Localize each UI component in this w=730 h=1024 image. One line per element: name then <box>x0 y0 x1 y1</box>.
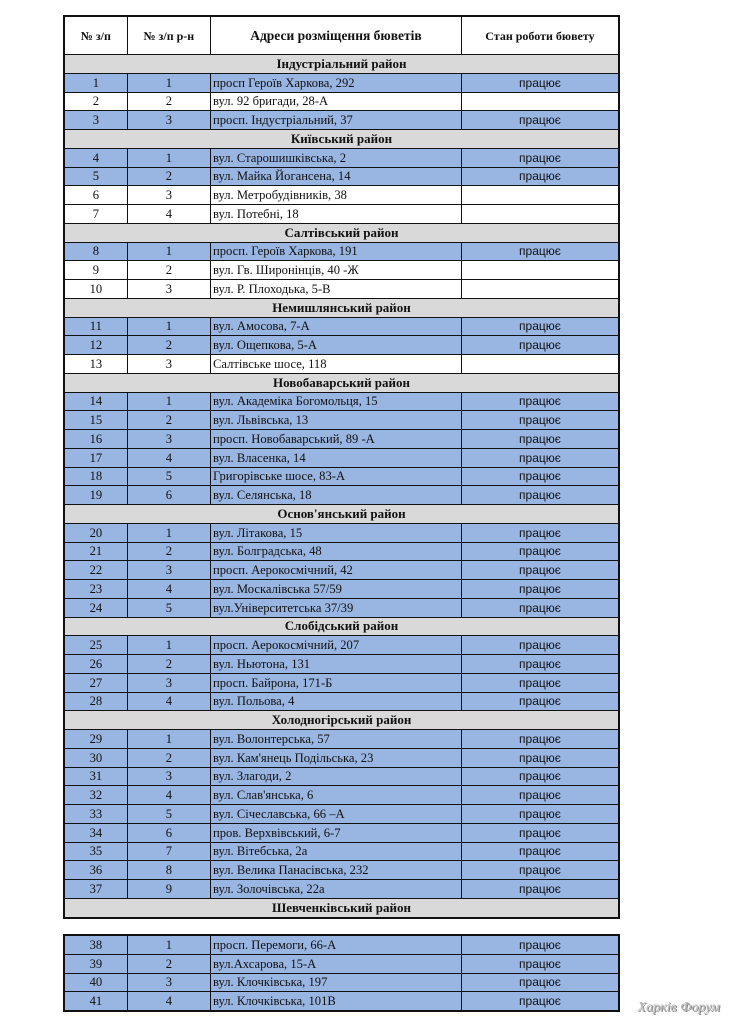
row-address: вул. Золочівська, 22а <box>211 880 462 899</box>
row-district-number: 2 <box>127 336 210 355</box>
row-number: 5 <box>64 167 127 186</box>
row-number: 16 <box>64 430 127 449</box>
row-district-number: 3 <box>127 767 210 786</box>
row-district-number: 1 <box>127 730 210 749</box>
district-header-row <box>64 130 619 149</box>
row-district-number: 1 <box>127 242 210 261</box>
row-number: 22 <box>64 561 127 580</box>
table-body <box>64 55 619 918</box>
row-district-number: 4 <box>127 992 210 1011</box>
table-row <box>64 805 619 824</box>
district-header-row <box>64 505 619 524</box>
table-row <box>64 467 619 486</box>
header-district-number: № з/п р-н <box>127 16 210 55</box>
row-district-number: 4 <box>127 205 210 224</box>
table-row <box>64 542 619 561</box>
table-row <box>64 842 619 861</box>
row-status: працює <box>461 973 619 992</box>
district-name: Шевченківський район <box>64 898 619 917</box>
row-number: 33 <box>64 805 127 824</box>
row-status: працює <box>461 148 619 167</box>
row-status: працює <box>461 935 619 954</box>
table-row <box>64 823 619 842</box>
row-address: просп. Індустріальний, 37 <box>211 111 462 130</box>
row-status: працює <box>461 542 619 561</box>
fountains-table <box>63 15 620 919</box>
row-address: вул.Університетська 37/39 <box>211 598 462 617</box>
row-district-number: 3 <box>127 430 210 449</box>
row-district-number: 5 <box>127 467 210 486</box>
row-number: 25 <box>64 636 127 655</box>
row-status: працює <box>461 598 619 617</box>
table-row <box>64 242 619 261</box>
district-name: Салтівський район <box>64 223 619 242</box>
table-row <box>64 355 619 374</box>
row-address: вул. Власенка, 14 <box>211 448 462 467</box>
row-status: працює <box>461 336 619 355</box>
row-status: працює <box>461 411 619 430</box>
row-number: 14 <box>64 392 127 411</box>
row-district-number: 2 <box>127 261 210 280</box>
row-status: працює <box>461 561 619 580</box>
row-number: 35 <box>64 842 127 861</box>
row-status: працює <box>461 430 619 449</box>
table-row <box>64 186 619 205</box>
row-number: 21 <box>64 542 127 561</box>
district-header-row <box>64 898 619 917</box>
row-address: просп. Перемоги, 66-А <box>211 935 462 954</box>
watermark: Харків Форум <box>637 1000 720 1015</box>
table-row <box>64 598 619 617</box>
row-status: працює <box>461 523 619 542</box>
table-row <box>64 767 619 786</box>
table-header-row <box>64 16 619 55</box>
row-status: працює <box>461 580 619 599</box>
row-district-number: 1 <box>127 73 210 92</box>
row-district-number: 1 <box>127 636 210 655</box>
row-number: 38 <box>64 935 127 954</box>
row-status: працює <box>461 786 619 805</box>
header-address: Адреси розміщення бюветів <box>211 16 462 55</box>
row-address: вул. Старошишківська, 2 <box>211 148 462 167</box>
table-row <box>64 748 619 767</box>
row-number: 2 <box>64 92 127 111</box>
table-row <box>64 92 619 111</box>
row-address: вул. Амосова, 7-А <box>211 317 462 336</box>
row-address: вул. Велика Панасівська, 232 <box>211 861 462 880</box>
row-address: вул. Вітебська, 2а <box>211 842 462 861</box>
table-row <box>64 205 619 224</box>
row-number: 10 <box>64 280 127 299</box>
row-status <box>461 186 619 205</box>
row-address: вул. Метробудівників, 38 <box>211 186 462 205</box>
table-row <box>64 411 619 430</box>
row-address: Григорівське шосе, 83-А <box>211 467 462 486</box>
row-address: вул. Кам'янець Подільська, 23 <box>211 748 462 767</box>
row-address: просп. Новобаварський, 89 -А <box>211 430 462 449</box>
row-number: 41 <box>64 992 127 1011</box>
row-district-number: 2 <box>127 748 210 767</box>
row-address: вул. Болградська, 48 <box>211 542 462 561</box>
row-address: вул. Майка Йогансена, 14 <box>211 167 462 186</box>
row-district-number: 3 <box>127 280 210 299</box>
row-status: працює <box>461 823 619 842</box>
fountains-table-continuation <box>63 934 620 1012</box>
row-number: 34 <box>64 823 127 842</box>
row-number: 20 <box>64 523 127 542</box>
row-status: працює <box>461 842 619 861</box>
row-status: працює <box>461 73 619 92</box>
row-number: 11 <box>64 317 127 336</box>
table-row <box>64 673 619 692</box>
table-row <box>64 111 619 130</box>
row-address: вул. Літакова, 15 <box>211 523 462 542</box>
district-name: Індустріальний район <box>64 55 619 74</box>
table-row <box>64 167 619 186</box>
district-header-row <box>64 373 619 392</box>
row-address: вул. 92 бригади, 28-А <box>211 92 462 111</box>
table-row <box>64 280 619 299</box>
table-row <box>64 935 619 954</box>
district-name: Київський район <box>64 130 619 149</box>
table-row <box>64 692 619 711</box>
row-status: працює <box>461 954 619 973</box>
district-name: Немишлянський район <box>64 298 619 317</box>
table-row <box>64 486 619 505</box>
table-row <box>64 580 619 599</box>
row-address: вул. Волонтерська, 57 <box>211 730 462 749</box>
row-district-number: 7 <box>127 842 210 861</box>
row-address: вул. Потебні, 18 <box>211 205 462 224</box>
row-district-number: 6 <box>127 486 210 505</box>
row-address: просп. Байрона, 171-Б <box>211 673 462 692</box>
table-row <box>64 861 619 880</box>
row-status: працює <box>461 317 619 336</box>
row-address: Салтівське шосе, 118 <box>211 355 462 374</box>
row-district-number: 1 <box>127 523 210 542</box>
table-row <box>64 392 619 411</box>
row-status <box>461 280 619 299</box>
table-row <box>64 261 619 280</box>
table-row <box>64 954 619 973</box>
row-number: 4 <box>64 148 127 167</box>
row-district-number: 5 <box>127 598 210 617</box>
row-number: 6 <box>64 186 127 205</box>
row-district-number: 4 <box>127 786 210 805</box>
row-address: просп. Аерокосмічний, 207 <box>211 636 462 655</box>
row-number: 40 <box>64 973 127 992</box>
row-district-number: 3 <box>127 673 210 692</box>
district-header-row <box>64 223 619 242</box>
row-number: 18 <box>64 467 127 486</box>
row-status <box>461 261 619 280</box>
row-district-number: 3 <box>127 561 210 580</box>
row-district-number: 2 <box>127 92 210 111</box>
district-name: Слобідський район <box>64 617 619 636</box>
row-address: вул.Ахсарова, 15-А <box>211 954 462 973</box>
row-status <box>461 355 619 374</box>
district-name: Основ'янський район <box>64 505 619 524</box>
row-district-number: 1 <box>127 148 210 167</box>
row-number: 17 <box>64 448 127 467</box>
header-number: № з/п <box>64 16 127 55</box>
row-address: вул. Злагоди, 2 <box>211 767 462 786</box>
row-address: вул. Академіка Богомольця, 15 <box>211 392 462 411</box>
row-number: 23 <box>64 580 127 599</box>
row-number: 32 <box>64 786 127 805</box>
row-number: 29 <box>64 730 127 749</box>
row-number: 15 <box>64 411 127 430</box>
table-row <box>64 655 619 674</box>
row-district-number: 1 <box>127 392 210 411</box>
district-name: Холодногірський район <box>64 711 619 730</box>
row-address: вул. Слав'янська, 6 <box>211 786 462 805</box>
table-row <box>64 523 619 542</box>
row-district-number: 1 <box>127 935 210 954</box>
row-district-number: 2 <box>127 655 210 674</box>
district-header-row <box>64 55 619 74</box>
table-row <box>64 448 619 467</box>
row-status: працює <box>461 748 619 767</box>
table-row <box>64 148 619 167</box>
district-header-row <box>64 711 619 730</box>
row-address: вул. Польова, 4 <box>211 692 462 711</box>
row-status: працює <box>461 486 619 505</box>
table-row <box>64 636 619 655</box>
row-status: працює <box>461 880 619 899</box>
row-number: 28 <box>64 692 127 711</box>
row-district-number: 3 <box>127 355 210 374</box>
row-address: вул. Москалівська 57/59 <box>211 580 462 599</box>
row-number: 7 <box>64 205 127 224</box>
row-district-number: 3 <box>127 186 210 205</box>
row-status <box>461 205 619 224</box>
row-district-number: 2 <box>127 167 210 186</box>
row-status: працює <box>461 673 619 692</box>
row-district-number: 6 <box>127 823 210 842</box>
row-district-number: 4 <box>127 580 210 599</box>
table-row <box>64 561 619 580</box>
row-number: 26 <box>64 655 127 674</box>
row-status: працює <box>461 242 619 261</box>
district-name: Новобаварський район <box>64 373 619 392</box>
row-number: 39 <box>64 954 127 973</box>
row-number: 24 <box>64 598 127 617</box>
row-status: працює <box>461 992 619 1011</box>
row-number: 13 <box>64 355 127 374</box>
row-district-number: 3 <box>127 111 210 130</box>
row-status <box>461 92 619 111</box>
row-district-number: 2 <box>127 411 210 430</box>
table-row <box>64 992 619 1011</box>
row-address: вул. Січеславська, 66 –А <box>211 805 462 824</box>
row-district-number: 1 <box>127 317 210 336</box>
row-status: працює <box>461 636 619 655</box>
table-row <box>64 880 619 899</box>
row-district-number: 2 <box>127 542 210 561</box>
row-address: вул. Р. Плоходька, 5-В <box>211 280 462 299</box>
row-number: 8 <box>64 242 127 261</box>
row-address: вул. Селянська, 18 <box>211 486 462 505</box>
row-district-number: 5 <box>127 805 210 824</box>
row-address: вул. Ощепкова, 5-А <box>211 336 462 355</box>
row-status: працює <box>461 655 619 674</box>
row-number: 30 <box>64 748 127 767</box>
row-status: працює <box>461 467 619 486</box>
row-address: пров. Верхвівський, 6-7 <box>211 823 462 842</box>
row-status: працює <box>461 767 619 786</box>
table-row <box>64 786 619 805</box>
row-address: вул. Клочківська, 101В <box>211 992 462 1011</box>
table-row <box>64 430 619 449</box>
row-address: просп. Аерокосмічний, 42 <box>211 561 462 580</box>
row-address: просп. Героїв Харкова, 191 <box>211 242 462 261</box>
row-address: просп Героїв Харкова, 292 <box>211 73 462 92</box>
header-status: Стан роботи бювету <box>461 16 619 55</box>
table-row <box>64 73 619 92</box>
row-status: працює <box>461 692 619 711</box>
row-status: працює <box>461 448 619 467</box>
row-number: 36 <box>64 861 127 880</box>
row-number: 1 <box>64 73 127 92</box>
row-district-number: 8 <box>127 861 210 880</box>
row-address: вул. Львівська, 13 <box>211 411 462 430</box>
table-row <box>64 317 619 336</box>
table-body-continuation <box>64 935 619 1011</box>
row-status: працює <box>461 730 619 749</box>
table-row <box>64 336 619 355</box>
row-number: 31 <box>64 767 127 786</box>
district-header-row <box>64 298 619 317</box>
row-number: 12 <box>64 336 127 355</box>
row-number: 3 <box>64 111 127 130</box>
table-row <box>64 730 619 749</box>
row-number: 27 <box>64 673 127 692</box>
row-status: працює <box>461 861 619 880</box>
row-status: працює <box>461 111 619 130</box>
district-header-row <box>64 617 619 636</box>
row-district-number: 9 <box>127 880 210 899</box>
row-status: працює <box>461 167 619 186</box>
row-status: працює <box>461 392 619 411</box>
row-district-number: 4 <box>127 448 210 467</box>
row-district-number: 3 <box>127 973 210 992</box>
row-address: вул. Клочківська, 197 <box>211 973 462 992</box>
row-district-number: 4 <box>127 692 210 711</box>
row-number: 37 <box>64 880 127 899</box>
table-row <box>64 973 619 992</box>
row-status: працює <box>461 805 619 824</box>
row-address: вул. Гв. Широнінців, 40 -Ж <box>211 261 462 280</box>
row-district-number: 2 <box>127 954 210 973</box>
row-number: 9 <box>64 261 127 280</box>
row-address: вул. Ньютона, 131 <box>211 655 462 674</box>
row-number: 19 <box>64 486 127 505</box>
